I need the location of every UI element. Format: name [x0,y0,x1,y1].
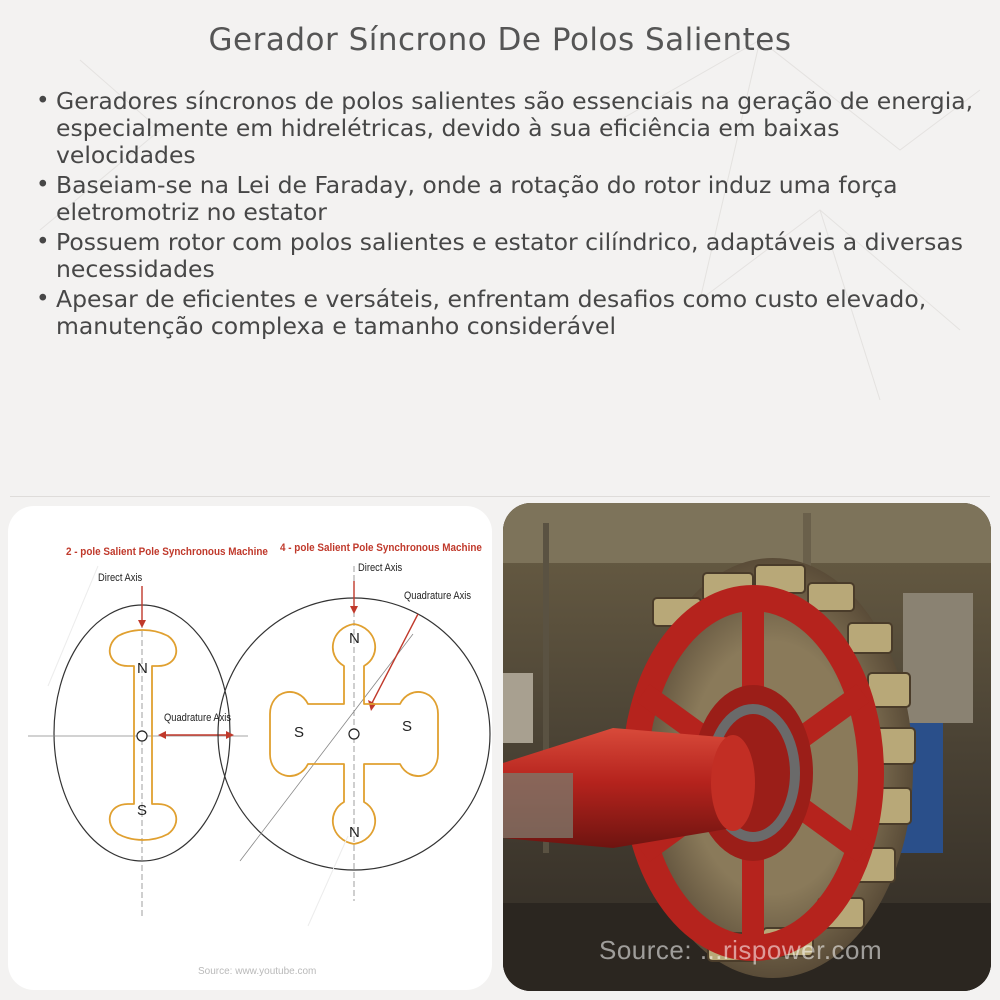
generator-rotor-photo [503,503,991,991]
diagram-drawing [8,506,492,990]
direct-axis-label-right: Direct Axis [358,562,403,574]
rotor-illustration [503,503,991,991]
four-pole-title: 4 - pole Salient Pole Synchronous Machine [280,542,482,554]
pole-n-left: N [137,660,148,677]
pole-s-left: S [137,802,148,819]
bullet-item: • Possuem rotor com polos salientes e estator cilíndrico, adaptáveis a diversas necessidades [36,228,963,283]
page-title: Gerador Síncrono De Polos Salientes [208,22,792,58]
direct-axis-label-left: Direct Axis [98,572,143,584]
section-divider [10,496,990,497]
two-pole-title: 2 - pole Salient Pole Synchronous Machine [66,546,268,558]
pole-n-bottom-right: N [349,824,360,841]
bullet-item: • Geradores síncronos de polos salientes são essenciais na geração de energia, especialmente em hidrelétricas, devido à sua eficiência em baixas velocidades [36,87,974,169]
synchronous-machine-diagram [8,506,492,990]
pole-n-top-right: N [349,630,360,647]
quadrature-axis-label-left: Quadrature Axis [164,712,232,724]
bullet-item: • Baseiam-se na Lei de Faraday, onde a rotação do rotor induz uma força eletromotriz no estator [36,171,898,226]
diagram-source-caption: Source: www.youtube.com [198,966,317,977]
pole-s-right-right: S [402,718,413,735]
photo-source-watermark: Source: ...rispower.com [599,935,883,965]
quadrature-axis-label-right: Quadrature Axis [404,590,472,602]
pole-s-left-right: S [294,724,305,741]
bullet-list [34,88,974,343]
bullet-item: • Apesar de eficientes e versáteis, enfrentam desafios como custo elevado, manutenção complexa e tamanho considerável [36,285,927,340]
